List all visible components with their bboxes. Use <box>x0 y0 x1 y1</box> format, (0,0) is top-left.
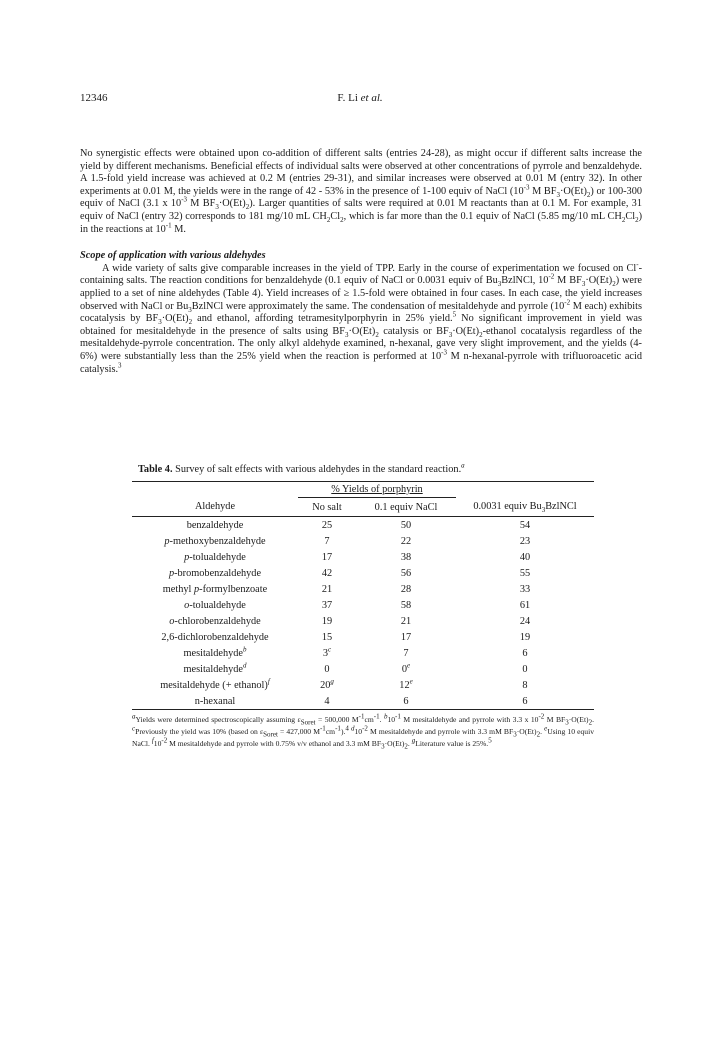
table-row <box>132 629 594 645</box>
cell-no-salt: 25 <box>321 519 333 531</box>
cell-bu3bzlncl: 19 <box>519 631 531 643</box>
cell-aldehyde: n-hexanal <box>132 693 298 710</box>
paragraph-synergy: No synergistic effects were obtained upon co-addition of different salts (entries 24-28), as might occur if different salts increase the yield by different mechanisms. Beneficial effects of individual salts were observed at other concentrations of pyrrole and benzaldehyde. A 1.5-fold yield increase was achieved at 0.2 M (entries 29-31), and similar increases were observed at 0.01 M (entry 32). In other experiments at 0.01 M, the yields were in the range of 42 - 53% in the presence of 1-100 equiv of NaCl ($10^{-3}$ M $BF_3\cdot O(Et)_2$) or 100-300 equiv of NaCl (3.1 x $10^{-3}$ M $BF_3\cdot O(Et)_2$). Larger quantities of salts were required at 0.01 M reactants than at 0.1 M. For example, 31 equiv of NaCl (entry 32) corresponds to 181 mg/10 mL $CH_2Cl_2$, which is far more than the 0.1 equiv of NaCl (5.85 mg/10 mL $CH_2Cl_2$) in the reactions at $10^{-1}$ M. <box>80 148 642 235</box>
cell-bu3bzlncl: 23 <box>519 535 531 547</box>
paragraph-scope: A wide variety of salts give comparable increases in the yield of TPP. Early in the course of experimentation we focused on Cl--containing salts. The reaction conditions for benzaldehyde (0.1 equiv of NaCl or 0.0031 equiv of $Bu_3BzlNCl$, $10^{-2}$ M $BF_3\cdot O(Et)_2$) were applied to a set of nine aldehydes (Table 4). Yield increases of ≥ 1.5-fold were obtained in four cases. In each case, the yield increases observed with NaCl or $Bu_3BzlNCl$ were approximately the same. The condensation of mesitaldehyde and pyrrole ($10^{-2}$ M each) exhibits cocatalysis by $BF_3\cdot O(Et)_2$ and ethanol, affording tetramesitylporphyrin in 25% yield.$^5$ No significant improvement in yield was obtained for mesitaldehyde in the presence of salts using $BF_3\cdot O(Et)_2$ catalysis or $BF_3\cdot O(Et)_2$-ethanol cocatalysis regardless of the mesitaldehyde-pyrrole concentration. The only alkyl aldehyde examined, n-hexanal, gave very slight improvement, and the yields (4-6%) were substantially less than the 25% yield when the reaction is performed at $10^{-3}$ M n-hexanal-pyrrole with trifluoroacetic acid catalysis.$^3$ <box>80 260 642 375</box>
table-row <box>132 533 594 549</box>
cell-no-salt: 42 <box>321 567 333 579</box>
running-head-et-al: et al. <box>360 92 383 104</box>
cell-bu3bzlncl: 55 <box>519 567 531 579</box>
cell-no-salt: 15 <box>321 631 333 643</box>
cell-nacl: 6 <box>356 693 456 710</box>
cell-no-salt: 7 <box>324 535 330 547</box>
table-4 <box>132 461 595 751</box>
cell-bu3bzlncl: 6 <box>522 647 528 659</box>
table-row <box>132 661 594 677</box>
cell-bu3bzlncl: 6 <box>456 693 594 710</box>
cell-nacl: 38 <box>400 551 412 563</box>
cell-aldehyde: benzaldehyde <box>186 519 244 531</box>
cell-no-salt: 20$^g$ <box>320 677 334 691</box>
cell-no-salt: 19 <box>321 615 333 627</box>
cell-no-salt: 4 <box>298 693 356 710</box>
table-row <box>132 517 594 534</box>
cell-nacl: 28 <box>400 583 412 595</box>
table-row <box>132 677 594 693</box>
column-header-aldehyde: Aldehyde <box>132 498 298 517</box>
cell-bu3bzlncl: 40 <box>519 551 531 563</box>
cell-aldehyde: p-bromobenzaldehyde <box>168 567 262 579</box>
table-row <box>132 549 594 565</box>
table-caption: Table 4. Survey of salt effects with various aldehydes in the standard reaction.$^a$ <box>138 461 465 475</box>
cell-bu3bzlncl: 24 <box>519 615 531 627</box>
cell-nacl: 50 <box>400 519 412 531</box>
cell-bu3bzlncl: 54 <box>519 519 531 531</box>
cell-no-salt: 17 <box>321 551 333 563</box>
cell-aldehyde: o-tolualdehyde <box>184 599 246 611</box>
cell-bu3bzlncl: 0 <box>522 663 528 675</box>
table-row <box>132 645 594 661</box>
cell-nacl: 58 <box>400 599 412 611</box>
cell-aldehyde: 2,6-dichlorobenzaldehyde <box>161 631 269 643</box>
table-row <box>132 581 594 597</box>
cell-aldehyde: mesitaldehyde$^d$ <box>183 661 247 675</box>
cell-bu3bzlncl: 61 <box>519 599 531 611</box>
cell-bu3bzlncl: 33 <box>519 583 531 595</box>
cell-no-salt: 0 <box>324 663 330 675</box>
column-header-no-salt: No salt <box>298 498 356 517</box>
cell-bu3bzlncl: 8 <box>522 679 528 691</box>
cell-aldehyde: methyl p-formylbenzoate <box>162 583 268 595</box>
cell-aldehyde: o-chlorobenzaldehyde <box>169 615 261 627</box>
cell-nacl: 56 <box>400 567 412 579</box>
cell-aldehyde: p-methoxybenzaldehyde <box>164 535 266 547</box>
cell-no-salt: 3$^c$ <box>322 645 332 659</box>
table-4-grid <box>132 481 594 710</box>
body-text <box>80 148 642 376</box>
cell-nacl: 22 <box>400 535 412 547</box>
table-row <box>132 693 594 710</box>
section-heading-scope: Scope of application with various aldehydes <box>80 250 266 262</box>
page-number: 12346 <box>80 92 108 104</box>
table-row <box>132 565 594 581</box>
cell-no-salt: 37 <box>321 599 333 611</box>
table-footnotes: $^a$Yields were determined spectroscopically assuming $\varepsilon_{Soret} = 500,000$ $M^{-1}cm^{-1}$. $^b10^{-1}$ M mesitaldehyde and pyrrole with 3.3 x $10^{-2}$ M $BF_3\cdot O(Et)_2$. $^c$Previously the yield was 10% (based on $\varepsilon_{Soret} = 427,000$ $M^{-1}cm^{-1}).^4$ $^d10^{-2}$ M mesitaldehyde and pyrrole with 3.3 mM $BF_3\cdot O(Et)_2$. $^e$Using 10 equiv NaCl. $^f10^{-2}$ M mesitaldehyde and pyrrole with 0.75% v/v ethanol and 3.3 mM $BF_3\cdot O(Et)_2$. $^g$Literature value is 25%.$^5$ <box>132 712 595 751</box>
table-row <box>132 597 594 613</box>
cell-aldehyde: mesitaldehyde (+ ethanol)$^f$ <box>160 677 270 691</box>
cell-aldehyde: mesitaldehyde$^b$ <box>183 645 247 659</box>
group-header: % Yields of porphyrin <box>298 482 456 498</box>
cell-nacl: 7 <box>403 647 409 659</box>
column-header-bu3bzlncl: 0.0031 equiv $Bu_3BzlNCl$ <box>456 498 594 517</box>
running-head-author: F. Li <box>337 92 358 104</box>
column-header-nacl: 0.1 equiv NaCl <box>356 498 456 517</box>
cell-no-salt: 21 <box>321 583 333 595</box>
cell-nacl: 21 <box>400 615 412 627</box>
cell-nacl: 17 <box>400 631 412 643</box>
cell-nacl: 12e <box>399 677 413 691</box>
table-row <box>132 613 594 629</box>
cell-nacl: 0e <box>401 661 411 675</box>
running-head <box>80 92 640 104</box>
cell-aldehyde: p-tolualdehyde <box>184 551 246 563</box>
page-header <box>80 92 640 108</box>
